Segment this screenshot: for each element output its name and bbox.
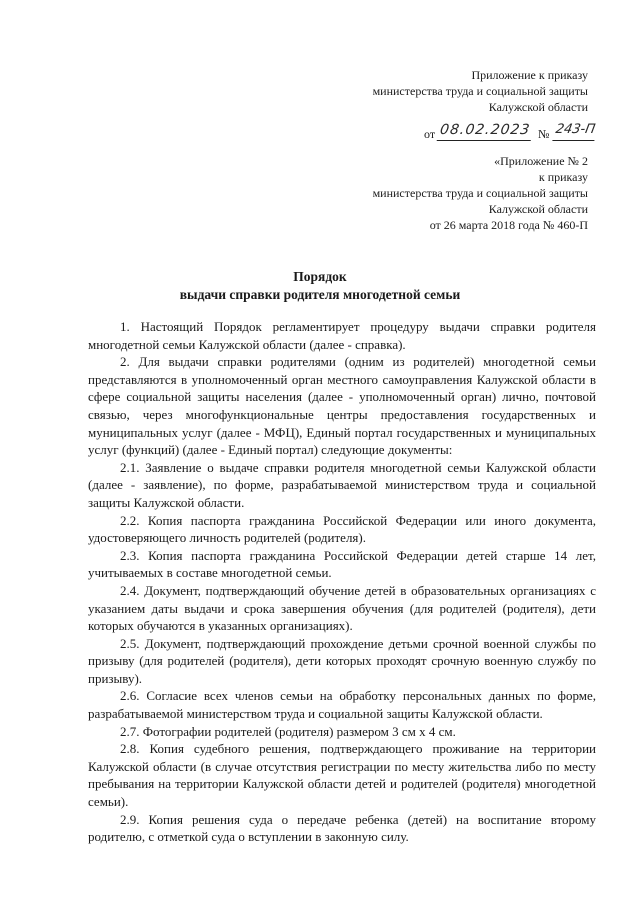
paragraph-2-7: 2.7. Фотографии родителей (родителя) размером 3 см х 4 см. [120, 723, 456, 739]
order-number-handwritten: 243-П [552, 122, 597, 141]
appendix-header-line: Калужской области [488, 100, 588, 114]
order-date-number [424, 122, 597, 144]
paragraph-2-3: 2.3. Копия паспорта гражданина Российской Федерации детей старше 14 лет, учитываемых в составе многодетной семьи. [88, 547, 596, 581]
order-number-label: № [538, 127, 550, 141]
appendix-header [373, 67, 588, 115]
paragraph-2-2: 2.2. Копия паспорта гражданина Российской Федерации или иного документа, удостоверяющего личность родителей (родителя). [88, 512, 596, 546]
order-from-label: от [424, 127, 436, 141]
order-date-handwritten: 08.02.2023 [437, 122, 534, 141]
document-subtitle: выдачи справки родителя многодетной семьи [179, 287, 461, 302]
previous-appendix-line: к приказу [538, 170, 588, 184]
paragraph-2-5: 2.5. Документ, подтверждающий прохождение детьми срочной военной службы по призыву (для родителей (родителя), дети которых проходят срочную военную службу по призыву). [88, 635, 596, 686]
paragraph-2-6: 2.6. Согласие всех членов семьи на обработку персональных данных по форме, разрабатываемой министерством труда и социальной защиты Калужской области. [88, 688, 596, 722]
paragraph-2-9: 2.9. Копия решения суда о передаче ребенка (детей) на воспитание второму родителю, с отметкой суда о вступлении в законную силу. [88, 811, 596, 845]
paragraph-2-1: 2.1. Заявление о выдаче справки родителя многодетной семьи Калужской области (далее - заявление), по форме, разрабатываемой министерством труда и социальной защиты Калужской области. [88, 459, 596, 510]
previous-appendix-line: от 26 марта 2018 года № 460-П [429, 218, 588, 232]
previous-appendix-line: «Приложение № 2 [494, 154, 588, 168]
appendix-header-line: Приложение к приказу [471, 68, 588, 82]
appendix-header-line: министерства труда и социальной защиты [372, 84, 588, 98]
document-body [88, 318, 596, 846]
document-title: Порядок [293, 269, 347, 284]
paragraph-2-4: 2.4. Документ, подтверждающий обучение детей в образовательных организациях с указанием даты выдачи и срока завершения обучения (для родителей (родителя), дети которых обучаются в указанных организациях). [88, 582, 596, 634]
previous-appendix-line: министерства труда и социальной защиты [372, 186, 588, 200]
previous-appendix-line: Калужской области [488, 202, 588, 216]
paragraph-1: 1. Настоящий Порядок регламентирует процедуру выдачи справки родителя многодетной семьи Калужской области (далее - справка). [88, 319, 596, 352]
paragraph-2-8: 2.8. Копия судебного решения, подтверждающего проживание на территории Калужской области (в случае отсутствия регистрации по месту жительства либо по месту пребывания на территории Калужской области детей и родителей (родителя) многодетной семьи). [88, 741, 596, 810]
paragraph-2: 2. Для выдачи справки родителями (одним из родителей) многодетной семьи представляются в уполномоченный орган местного самоуправления Калужской области в сфере социальной защиты населения (далее - уполномоченный орган) лично, почтовой связью, через многофункциональные центры предоставления государственных и муниципальных услуг (далее - МФЦ), Единый портал государственных и муниципальных услуг (функций) (далее - Единый портал) следующие документы: [88, 354, 596, 458]
previous-appendix-header [373, 153, 588, 233]
